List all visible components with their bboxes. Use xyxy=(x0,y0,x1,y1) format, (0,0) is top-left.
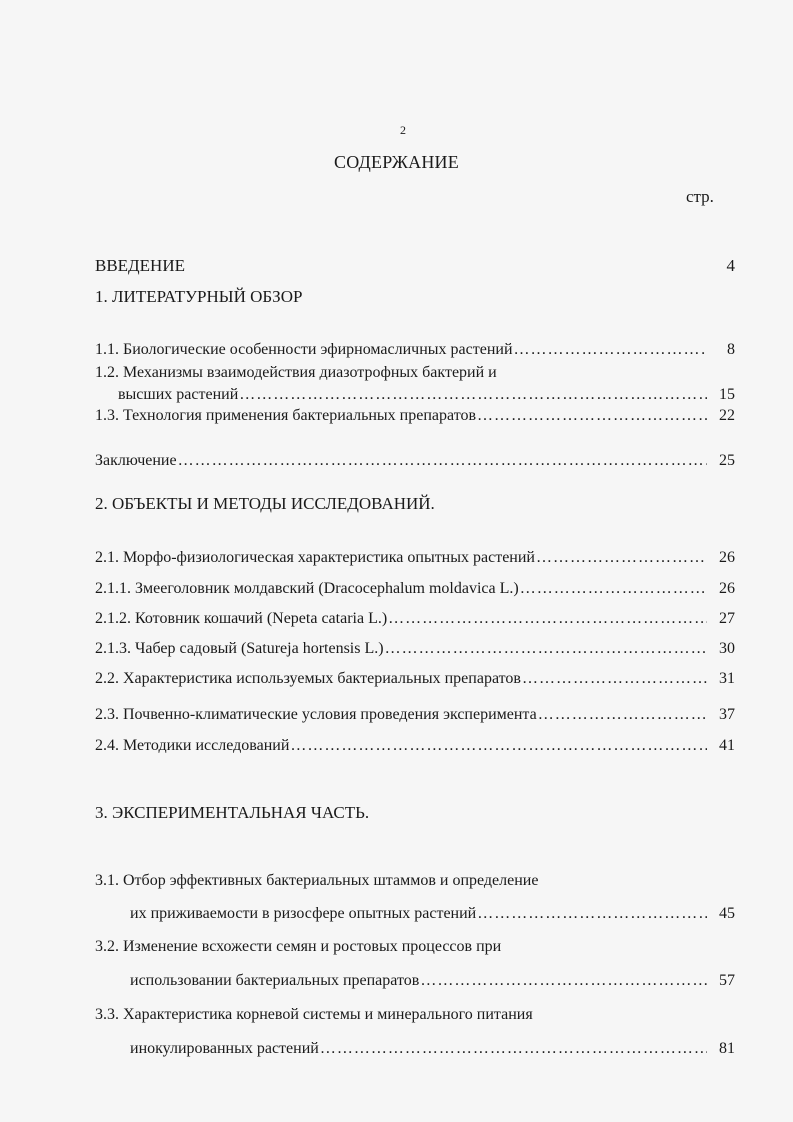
toc-entry-3-2-line1: 3.2. Изменение всхожести семян и ростовых процессов при xyxy=(95,938,502,955)
toc-entry-2-3: 2.3. Почвенно-климатические условия проведения эксперимента …………………………………………………………………………………………………………………………… 37 xyxy=(95,706,735,724)
toc-entry-2-1-2: 2.1.2. Котовник кошачий (Nepeta cataria L.) …………………………………………………………………………………………………………………………… 27 xyxy=(95,610,735,628)
toc-entry-3-2: использовании бактериальных препаратов …………………………………………………………………………………………………………………………… 57 xyxy=(130,972,735,990)
toc-entry-introduction: ВВЕДЕНИЕ 4 xyxy=(95,256,735,275)
toc-entry-1-3: 1.3. Технология применения бактериальных препаратов …………………………………………………………………………………………………………………………… 22 xyxy=(95,407,735,425)
toc-chapter-1-heading: 1. ЛИТЕРАТУРНЫЙ ОБЗОР xyxy=(95,287,303,306)
toc-entry-3-1-line1: 3.1. Отбор эффективных бактериальных штаммов и определение xyxy=(95,872,539,889)
toc-entry-3-1: их приживаемости в ризосфере опытных растений …………………………………………………………………………………………………………………………… 45 xyxy=(130,905,735,923)
toc-entry-2-1-1: 2.1.1. Змееголовник молдавский (Dracocephalum moldavica L.) …………………………………………………………………………………………………………………………… 26 xyxy=(95,580,735,598)
toc-entry-3-3-line1: 3.3. Характеристика корневой системы и минерального питания xyxy=(95,1006,533,1023)
page-title: СОДЕРЖАНИЕ xyxy=(334,152,459,172)
page-number: 2 xyxy=(400,123,406,137)
page-column-label: стр. xyxy=(686,187,714,206)
toc-entry-3-3: инокулированных растений …………………………………………………………………………………………………………………………… 81 xyxy=(130,1040,735,1058)
toc-entry-2-2: 2.2. Характеристика используемых бактериальных препаратов …………………………………………………………………………………………………………………………… 31 xyxy=(95,670,735,688)
toc-entry-1-2-line1: 1.2. Механизмы взаимодействия диазотрофных бактерий и xyxy=(95,364,497,381)
toc-entry-2-4: 2.4. Методики исследований …………………………………………………………………………………………………………………………… 41 xyxy=(95,737,735,755)
toc-entry-2-1-3: 2.1.3. Чабер садовый (Satureja hortensis L.) …………………………………………………………………………………………………………………………… 30 xyxy=(95,640,735,658)
toc-entry-2-1: 2.1. Морфо-физиологическая характеристика опытных растений …………………………………………………………………………………………………………………………… 26 xyxy=(95,549,735,567)
toc-entry-1-2: высших растений …………………………………………………………………………………………………………………………… 15 xyxy=(118,386,735,404)
toc-chapter-2-heading: 2. ОБЪЕКТЫ И МЕТОДЫ ИССЛЕДОВАНИЙ. xyxy=(95,494,435,513)
toc-chapter-3-heading: 3. ЭКСПЕРИМЕНТАЛЬНАЯ ЧАСТЬ. xyxy=(95,803,370,822)
toc-entry-1-1: 1.1. Биологические особенности эфирномасличных растений …………………………………………………………………………………………………………………………… 8 xyxy=(95,341,735,359)
toc-entry-conclusion: Заключение …………………………………………………………………………………………………………………………… 25 xyxy=(95,452,735,470)
